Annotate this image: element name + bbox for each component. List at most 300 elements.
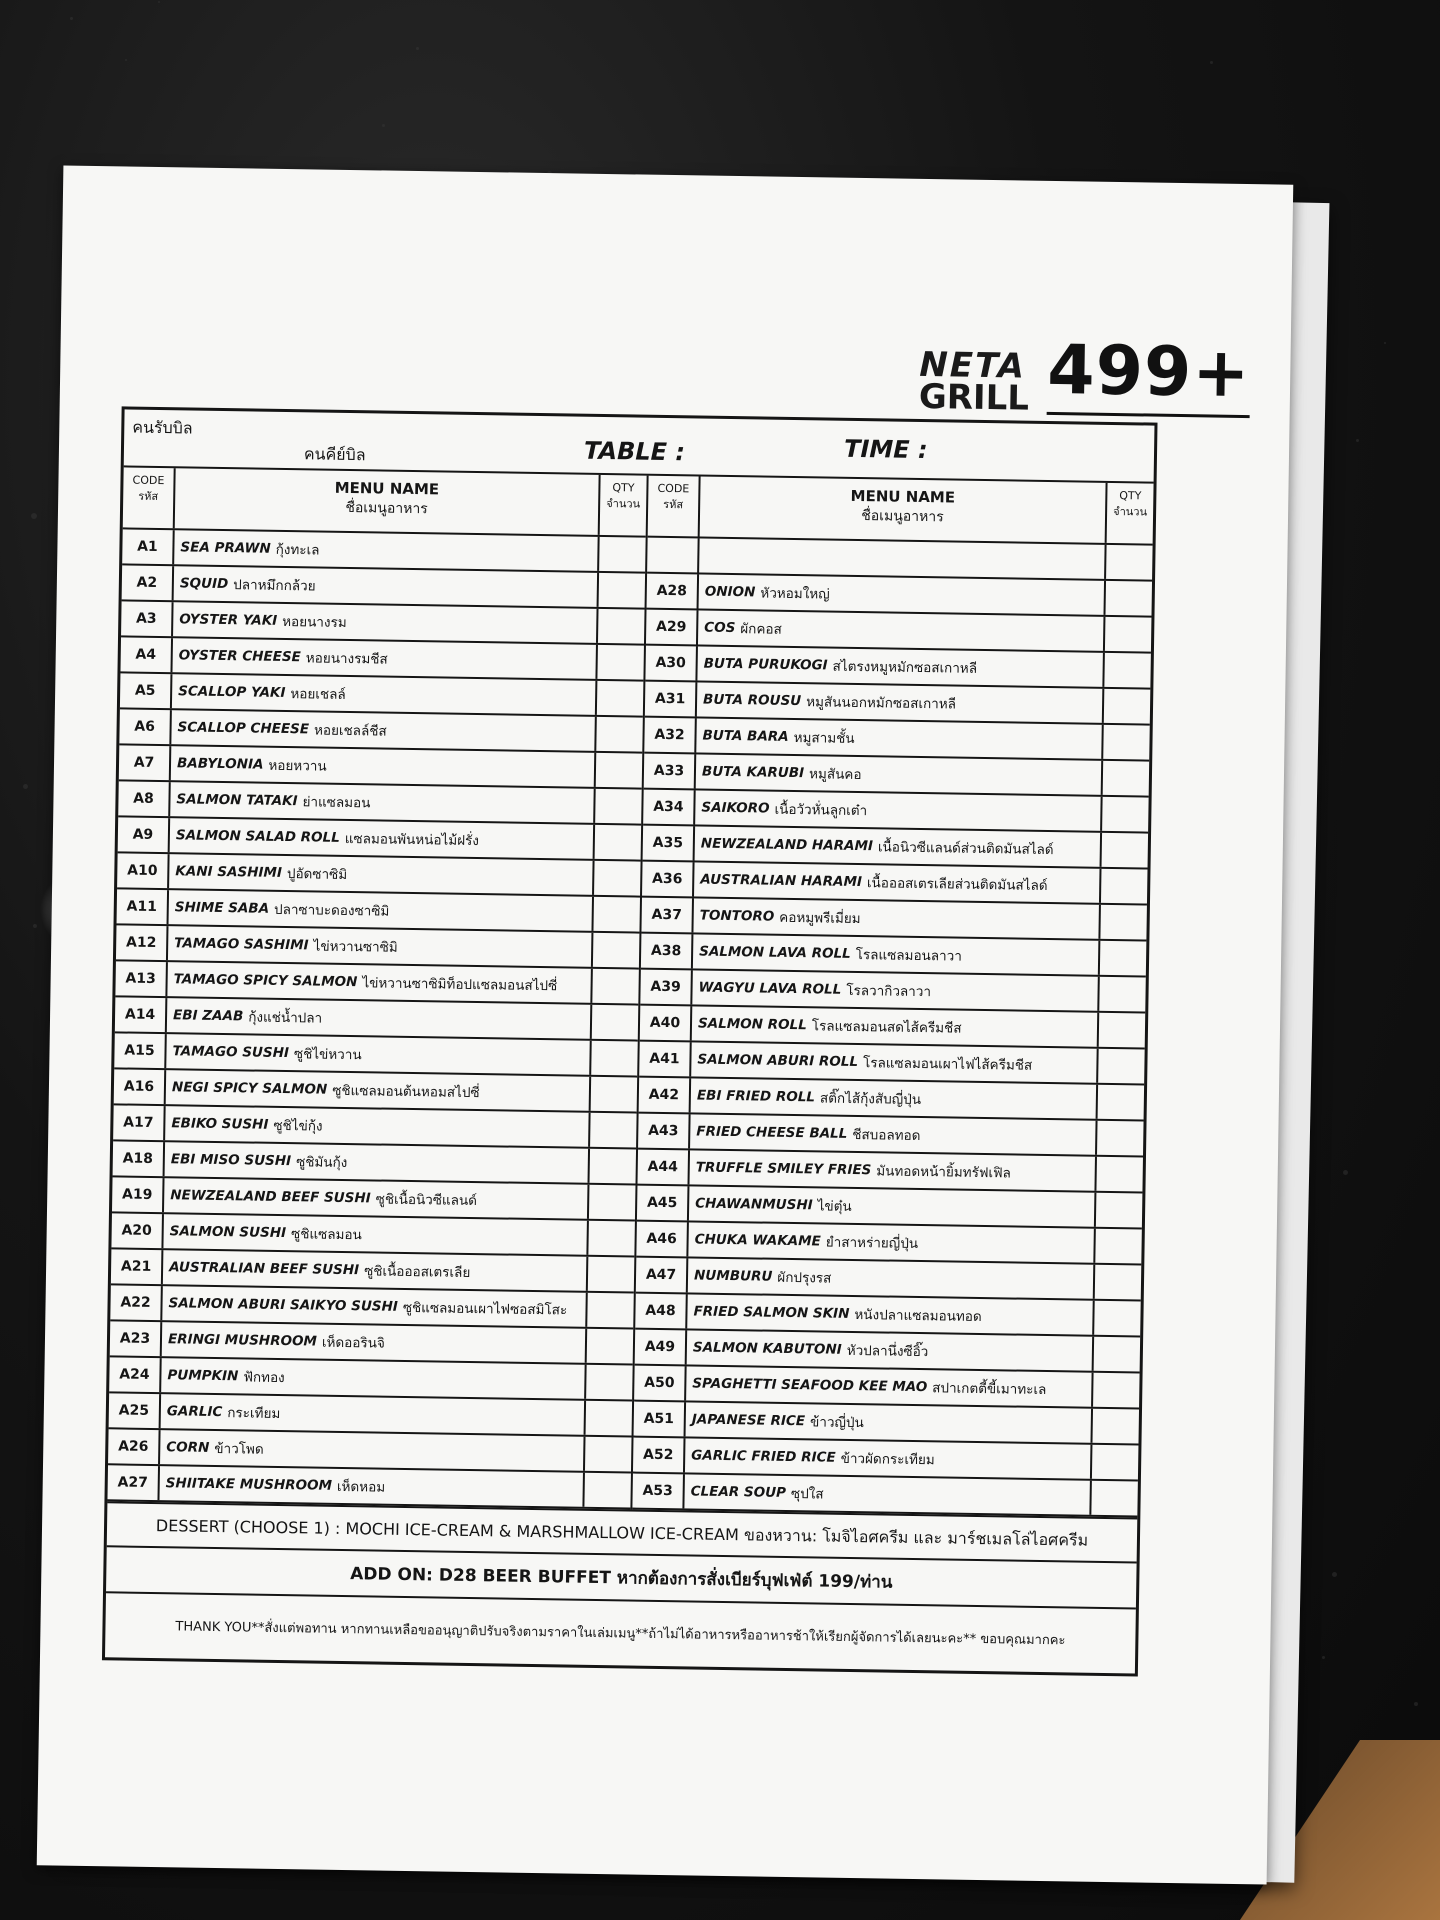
item-name-en: AUSTRALIAN HARAMI	[700, 871, 863, 891]
item-name-th: หอยเชลล์ชีส	[313, 722, 387, 740]
item-name-en: BUTA KARUBI	[701, 763, 805, 782]
qty-field[interactable]	[1100, 941, 1147, 976]
item-code: A21	[111, 1249, 164, 1284]
item-name	[690, 1114, 1097, 1154]
item-name-th: หนังปลาแซลมอนทอด	[854, 1307, 982, 1326]
qty-field[interactable]	[1101, 869, 1148, 904]
qty-field[interactable]	[597, 645, 644, 680]
item-code: A51	[634, 1402, 687, 1437]
item-name-en: NEGI SPICY SALMON	[171, 1079, 328, 1098]
item-name-th: แซลมอนพันหน่อไม้ฝรั่ง	[344, 830, 480, 850]
item-name	[699, 574, 1106, 614]
item-code: A24	[109, 1357, 162, 1392]
item-name-th: ยำสาหร่ายญี่ปุ่น	[825, 1234, 919, 1253]
item-name-en: SALMON SALAD ROLL	[175, 827, 340, 846]
item-code: A1	[122, 529, 175, 564]
item-name-en: GARLIC	[166, 1403, 223, 1421]
item-name-en: SHIITAKE MUSHROOM	[165, 1475, 333, 1494]
granite-speck	[125, 59, 127, 61]
qty-field[interactable]	[587, 1293, 634, 1328]
qty-field[interactable]	[1095, 1265, 1142, 1300]
qty-field[interactable]	[593, 933, 640, 968]
item-name	[687, 1330, 1094, 1370]
item-name-th: ซูชิมันกุ้ง	[296, 1154, 348, 1172]
item-name	[174, 530, 599, 571]
item-name-th: หัวหอมใหญ่	[760, 585, 830, 603]
item-name-th: กุ้งแช่น้ำปลา	[248, 1009, 323, 1027]
item-name	[686, 1402, 1093, 1442]
item-code: A36	[642, 862, 695, 897]
item-name-en: SALMON ROLL	[697, 1015, 807, 1034]
item-name-en: NEWZEALAND HARAMI	[700, 835, 874, 855]
item-name-en: TRUFFLE SMILEY FRIES	[695, 1159, 872, 1179]
item-name-th: หอยเชลล์	[290, 686, 346, 703]
item-name	[699, 538, 1106, 578]
qty-field[interactable]	[596, 753, 643, 788]
item-name-th: หอยหวาน	[268, 757, 327, 775]
item-name-th: ข้าวญี่ปุ่น	[809, 1414, 864, 1432]
item-name-th: หมูสันคอ	[808, 766, 862, 784]
item-name	[692, 970, 1099, 1010]
item-name	[697, 682, 1104, 722]
item-name-en: EBI ZAAB	[172, 1007, 244, 1025]
item-name-th: ย่าแซลมอน	[302, 794, 371, 812]
right-item-rows	[632, 538, 1152, 1518]
item-name-th: หัวปลานึ่งซีอิ๊ว	[846, 1342, 929, 1361]
granite-speck	[1322, 1656, 1325, 1659]
item-name	[165, 1142, 590, 1183]
item-name-en: SALMON ABURI SAIKYO SUSHI	[168, 1295, 399, 1315]
right-column-header	[648, 476, 1154, 546]
item-name-en: JAPANESE RICE	[691, 1411, 806, 1430]
qty-field[interactable]	[597, 681, 644, 716]
item-code: A35	[643, 826, 696, 861]
item-name-en: SALMON LAVA ROLL	[699, 943, 851, 962]
item-code: A16	[114, 1069, 167, 1104]
qty-field[interactable]	[1097, 1121, 1144, 1156]
item-name-en: AUSTRALIAN BEEF SUSHI	[169, 1259, 360, 1279]
qty-field[interactable]	[1091, 1481, 1138, 1516]
item-name-th: ข้าวผัดกระเทียม	[840, 1450, 935, 1469]
item-name-th: หอยนางรมชีส	[305, 650, 388, 668]
receiver-label: คนรับบิล	[132, 417, 193, 438]
item-code: A47	[636, 1258, 689, 1293]
item-name	[166, 1034, 591, 1075]
qty-field[interactable]	[1092, 1409, 1139, 1444]
qty-field[interactable]	[591, 1041, 638, 1076]
qty-field[interactable]	[1106, 545, 1153, 580]
item-name	[161, 1358, 586, 1399]
item-code: A18	[113, 1141, 166, 1176]
item-name	[692, 1006, 1099, 1046]
qty-field[interactable]	[1092, 1445, 1139, 1480]
item-name-th: คอหมูพรีเมี่ยม	[779, 909, 861, 928]
item-name	[168, 926, 593, 967]
item-code: A41	[639, 1042, 692, 1077]
item-name	[174, 566, 599, 607]
item-name-th: โรลวากิวลาวา	[846, 982, 932, 1001]
item-code: A28	[647, 574, 700, 609]
qty-field[interactable]	[594, 861, 641, 896]
item-code: A38	[641, 934, 694, 969]
item-code: A48	[635, 1294, 688, 1329]
qty-field[interactable]	[1096, 1157, 1143, 1192]
time-label: TIME :	[843, 434, 928, 465]
item-code: A43	[638, 1114, 691, 1149]
qty-field[interactable]	[1104, 653, 1151, 688]
item-name-en: SCALLOP CHEESE	[177, 719, 310, 738]
item-name-en: BUTA BARA	[702, 727, 789, 745]
qty-field[interactable]	[596, 717, 643, 752]
qty-field[interactable]	[585, 1437, 632, 1472]
item-code: A3	[121, 601, 174, 636]
item-name-th: เห็ดหอม	[336, 1478, 386, 1496]
item-name-th: ไข่หวานซาซิมิ	[313, 938, 398, 956]
qty-field[interactable]	[592, 969, 639, 1004]
qty-field[interactable]	[1099, 1013, 1146, 1048]
item-name-en: TAMAGO SASHIMI	[174, 935, 309, 954]
item-code: A26	[108, 1429, 161, 1464]
item-code: A37	[641, 898, 694, 933]
item-name-th: เนื้อนิวซีแลนด์ส่วนติดมันสไลด์	[877, 839, 1054, 859]
item-code: A9	[118, 817, 171, 852]
item-name-th: หมูสันนอกหมักซอสเกาหลี	[806, 694, 957, 713]
item-name-th: ซูชิเนื้อออสเตรเลีย	[364, 1263, 471, 1281]
qty-field[interactable]	[595, 825, 642, 860]
item-name	[685, 1438, 1092, 1478]
qty-header: QTY จำนวน	[1113, 489, 1148, 519]
item-code: A52	[633, 1438, 686, 1473]
brand-header	[919, 329, 1251, 418]
item-name	[172, 674, 597, 715]
granite-speck	[1332, 1572, 1337, 1577]
item-name-en: SALMON ABURI ROLL	[697, 1051, 859, 1071]
left-menu-column	[107, 467, 648, 1509]
item-name-en: SHIME SABA	[174, 899, 270, 917]
qty-field[interactable]	[1105, 581, 1152, 616]
item-name-en: CORN	[166, 1439, 210, 1456]
item-code: A10	[117, 853, 170, 888]
item-name-th: ปูอัดซาซิมิ	[286, 866, 348, 883]
item-name	[172, 638, 597, 679]
qty-field[interactable]	[598, 609, 645, 644]
code-header: CODE รหัส	[123, 467, 176, 528]
item-name	[695, 826, 1102, 866]
qty-field[interactable]	[1102, 833, 1149, 868]
item-name	[693, 898, 1100, 938]
item-name-th: โรลแซลมอนสดไส้ครีมชีส	[811, 1018, 962, 1037]
item-name	[697, 646, 1104, 686]
item-name	[693, 934, 1100, 974]
item-name	[160, 1430, 585, 1471]
item-name-th: ชีสบอลทอด	[852, 1126, 921, 1145]
item-name-th: ข้าวโพด	[214, 1440, 264, 1458]
item-name-th: โรลแซลมอนเผาไฟไส้ครีมชีส	[862, 1055, 1033, 1074]
item-name-en: CHUKA WAKAME	[694, 1231, 821, 1250]
checker-label: คนคีย์บิล	[303, 444, 366, 465]
qty-field[interactable]	[595, 789, 642, 824]
item-name	[159, 1466, 584, 1507]
item-name-en: TAMAGO SPICY SALMON	[173, 971, 358, 991]
item-name-th: ซูชิไข่หวาน	[293, 1046, 362, 1064]
item-name-en: SCALLOP YAKI	[178, 683, 286, 701]
item-code: A34	[643, 790, 696, 825]
item-name-en: SPAGHETTI SEAFOOD KEE MAO	[692, 1375, 928, 1396]
item-name-th: กระเทียม	[227, 1405, 281, 1423]
item-code: A2	[122, 565, 175, 600]
item-name-en: SALMON KABUTONI	[692, 1339, 842, 1358]
item-name-th: ซูชิไข่กุ้ง	[273, 1117, 323, 1135]
item-code: A13	[115, 961, 168, 996]
item-code: A33	[644, 754, 697, 789]
menu-name-header: MENU NAME ชื่อเมนูอาหาร	[700, 476, 1108, 542]
item-name-th: โรลแซลมอนลาวา	[855, 946, 962, 965]
qty-field[interactable]	[1099, 977, 1146, 1012]
item-name	[162, 1286, 587, 1327]
item-name-en: TAMAGO SUSHI	[172, 1043, 290, 1062]
qty-header: QTY จำนวน	[606, 481, 641, 511]
table-label: TABLE :	[583, 436, 686, 467]
qty-field[interactable]	[1103, 725, 1150, 760]
item-code: A53	[632, 1474, 685, 1509]
item-name	[166, 1070, 591, 1111]
order-form-table	[102, 406, 1158, 1676]
granite-speck	[1343, 1170, 1348, 1175]
item-name-th: ซูชิแซลมอน	[290, 1226, 362, 1244]
item-code: A32	[644, 718, 697, 753]
item-name-en: COS	[704, 619, 736, 637]
item-name-th: ไข่ตุ๋น	[817, 1198, 852, 1215]
qty-field[interactable]	[1096, 1193, 1143, 1228]
item-name-th: ซูชิแซลมอนเผาไฟซอสมิโสะ	[402, 1299, 568, 1319]
item-name	[167, 998, 592, 1039]
item-code: A17	[113, 1105, 166, 1140]
granite-speck	[382, 124, 385, 127]
item-code: A8	[118, 781, 171, 816]
item-code: A42	[639, 1078, 692, 1113]
item-name-en: BUTA PURUKOGI	[703, 655, 828, 674]
item-name-th: สไตรงหมูหมักซอสเกาหลี	[832, 658, 978, 677]
item-name	[167, 962, 592, 1003]
item-code: A12	[116, 925, 169, 960]
item-name	[686, 1366, 1093, 1406]
item-code: A40	[640, 1006, 693, 1041]
qty-field[interactable]	[590, 1149, 637, 1184]
item-name	[164, 1178, 589, 1219]
qty-field[interactable]	[1094, 1301, 1141, 1336]
qty-field[interactable]	[586, 1401, 633, 1436]
qty-field[interactable]	[1105, 617, 1152, 652]
left-item-rows	[107, 529, 645, 1509]
item-name	[696, 754, 1103, 794]
item-code: A22	[110, 1285, 163, 1320]
item-name-en: SEA PRAWN	[180, 539, 271, 557]
order-sheet	[37, 165, 1294, 1884]
qty-field[interactable]	[586, 1365, 633, 1400]
granite-speck	[1414, 1702, 1418, 1706]
item-name-en: ONION	[704, 583, 756, 601]
qty-field[interactable]	[1095, 1229, 1142, 1264]
item-name-th: กุ้งทะเล	[275, 541, 320, 559]
item-name-th: เนื้อออสเตรเลียส่วนติดมันสไลด์	[866, 875, 1048, 894]
item-name-th: สติ๊กไส้กุ้งสับญี่ปุ่น	[819, 1090, 922, 1109]
item-name-en: CLEAR SOUP	[690, 1483, 787, 1501]
item-code: A31	[645, 682, 698, 717]
item-name-en: FRIED SALMON SKIN	[693, 1303, 850, 1322]
item-name-th: สปาเกตตี้ขี้เมาทะเล	[932, 1380, 1047, 1399]
item-name-en: NUMBURU	[693, 1267, 773, 1285]
qty-field[interactable]	[599, 573, 646, 608]
item-name-th: มันทอดหน้ายิ้มทรัฟเฟิล	[876, 1163, 1012, 1182]
item-name	[689, 1150, 1096, 1190]
item-code: A6	[119, 709, 172, 744]
item-name-en: EBI FRIED ROLL	[696, 1087, 816, 1106]
item-name	[171, 710, 596, 751]
item-name-en: SQUID	[179, 575, 229, 593]
qty-field[interactable]	[584, 1473, 631, 1508]
item-code: A46	[636, 1222, 689, 1257]
item-name-en: PUMPKIN	[167, 1367, 239, 1385]
addon-note: ADD ON: D28 BEER BUFFET หากต้องการสั่งเบียร์บุฟเฟ่ต์ 199/ท่าน	[106, 1545, 1137, 1607]
buffet-price: 499+	[1047, 331, 1251, 418]
item-name-th: ผักคอส	[740, 621, 782, 638]
item-code: A14	[115, 997, 168, 1032]
item-name-en: GARLIC FRIED RICE	[691, 1447, 836, 1466]
item-name	[688, 1258, 1095, 1298]
item-name-en: TONTORO	[699, 907, 775, 925]
item-name-th: ซูชิเนื้อนิวซีแลนด์	[375, 1191, 478, 1210]
item-code: A29	[646, 610, 699, 645]
item-name	[163, 1214, 588, 1255]
qty-field[interactable]	[1098, 1049, 1145, 1084]
item-name-en: SAIKORO	[701, 799, 770, 817]
item-name-en: OYSTER CHEESE	[178, 647, 301, 666]
item-name-th: ปลาซาบะดองซาซิมิ	[273, 901, 390, 920]
qty-field[interactable]	[587, 1329, 634, 1364]
qty-field[interactable]	[1100, 905, 1147, 940]
item-name	[691, 1078, 1098, 1118]
dessert-note: DESSERT (CHOOSE 1) : MOCHI ICE-CREAM & MARSHMALLOW ICE-CREAM ของหวาน: โมจิไอศครีม และ มาร์ชเมลโล่ไอศครีม	[107, 1501, 1138, 1561]
item-name	[684, 1474, 1091, 1514]
item-name-en: SALMON SUSHI	[169, 1223, 287, 1242]
qty-field[interactable]	[591, 1077, 638, 1112]
item-code: A11	[117, 889, 170, 924]
qty-field[interactable]	[1104, 689, 1151, 724]
item-name-en: KANI SASHIMI	[175, 863, 283, 881]
item-name	[165, 1106, 590, 1147]
item-code: A5	[120, 673, 173, 708]
item-name	[698, 610, 1105, 650]
item-name-en: BABYLONIA	[176, 755, 264, 773]
item-name	[170, 782, 595, 823]
item-code: A27	[107, 1465, 160, 1500]
item-code: A7	[119, 745, 172, 780]
right-menu-column	[632, 476, 1153, 1518]
qty-field[interactable]	[590, 1113, 637, 1148]
qty-field[interactable]	[1093, 1373, 1140, 1408]
item-name-th: หมูสามชั้น	[793, 729, 855, 747]
qty-field[interactable]	[1098, 1085, 1145, 1120]
item-name	[169, 854, 594, 895]
qty-field[interactable]	[592, 1005, 639, 1040]
granite-speck	[1384, 342, 1386, 344]
item-code: A30	[645, 646, 698, 681]
item-name-th: หอยนางรม	[282, 613, 347, 631]
item-name	[691, 1042, 1098, 1082]
qty-field[interactable]	[593, 897, 640, 932]
qty-field[interactable]	[1103, 761, 1150, 796]
item-name-th: ซุปใส	[790, 1486, 824, 1503]
item-name-en: SALMON TATAKI	[176, 791, 298, 810]
item-name	[162, 1322, 587, 1363]
item-name-en: WAGYU LAVA ROLL	[698, 979, 842, 998]
item-code: A50	[634, 1366, 687, 1401]
granite-speck	[70, 17, 73, 20]
menu-columns	[107, 467, 1153, 1517]
item-name-en: EBIKO SUSHI	[171, 1115, 269, 1133]
item-code: A39	[640, 970, 693, 1005]
left-column-header	[123, 467, 647, 537]
qty-field[interactable]	[1102, 797, 1149, 832]
item-name-en: BUTA ROUSU	[702, 691, 802, 710]
item-name	[171, 746, 596, 787]
item-name-th: ซูชิแซลมอนต้นหอมสไปซี่	[332, 1082, 480, 1102]
item-name	[687, 1294, 1094, 1334]
qty-field[interactable]	[589, 1185, 636, 1220]
item-name-th: ฟักทอง	[243, 1369, 285, 1387]
item-name-en: FRIED CHEESE BALL	[696, 1123, 848, 1142]
qty-field[interactable]	[588, 1257, 635, 1292]
qty-field[interactable]	[588, 1221, 635, 1256]
item-name-th: เห็ดออรินจิ	[321, 1334, 385, 1352]
item-name-th: ผักปรุงรส	[777, 1269, 832, 1287]
item-name-th: ไข่หวานซาซิมิท็อปแซลมอนสไปซี่	[362, 975, 558, 995]
item-code: A23	[110, 1321, 163, 1356]
item-name-en: EBI MISO SUSHI	[170, 1151, 292, 1170]
restaurant-logo: NETA GRILL	[918, 345, 1030, 419]
granite-speck	[23, 784, 28, 789]
item-code: A4	[120, 637, 173, 672]
item-name	[688, 1222, 1095, 1262]
item-name-en: CHAWANMUSHI	[695, 1195, 813, 1214]
item-code: A20	[111, 1213, 164, 1248]
qty-field[interactable]	[1094, 1337, 1141, 1372]
item-code: A44	[638, 1150, 691, 1185]
item-code: A49	[635, 1330, 688, 1365]
item-name	[169, 890, 594, 931]
granite-speck	[158, 1, 160, 3]
item-name	[689, 1186, 1096, 1226]
item-code: A45	[637, 1186, 690, 1221]
granite-speck	[416, 47, 419, 50]
qty-field[interactable]	[599, 537, 646, 572]
granite-speck	[31, 513, 37, 519]
item-name-th: ปลาหมึกกล้วย	[233, 577, 316, 595]
item-name-en: OYSTER YAKI	[179, 611, 278, 629]
item-name	[694, 862, 1101, 902]
item-code: A15	[114, 1033, 167, 1068]
thank-you-note: THANK YOU**สั่งแต่พอทาน หากทานเหลือขออนุญาติปรับจริงตามราคาในเล่มเมนู**ถ้าไม่ได้อาหารหรืออาหารช้าให้เรียกผู้จัดการได้เลยนะคะ** ขอบคุณมากคะ	[105, 1591, 1136, 1673]
code-header: CODE รหัส	[648, 476, 701, 537]
item-name	[163, 1250, 588, 1291]
item-code: A19	[112, 1177, 165, 1212]
granite-speck	[1210, 61, 1213, 64]
menu-name-header: MENU NAME ชื่อเมนูอาหาร	[175, 468, 601, 535]
item-code: A25	[109, 1393, 162, 1428]
item-name	[695, 790, 1102, 830]
item-name-en: NEWZEALAND BEEF SUSHI	[170, 1187, 371, 1207]
item-name	[696, 718, 1103, 758]
